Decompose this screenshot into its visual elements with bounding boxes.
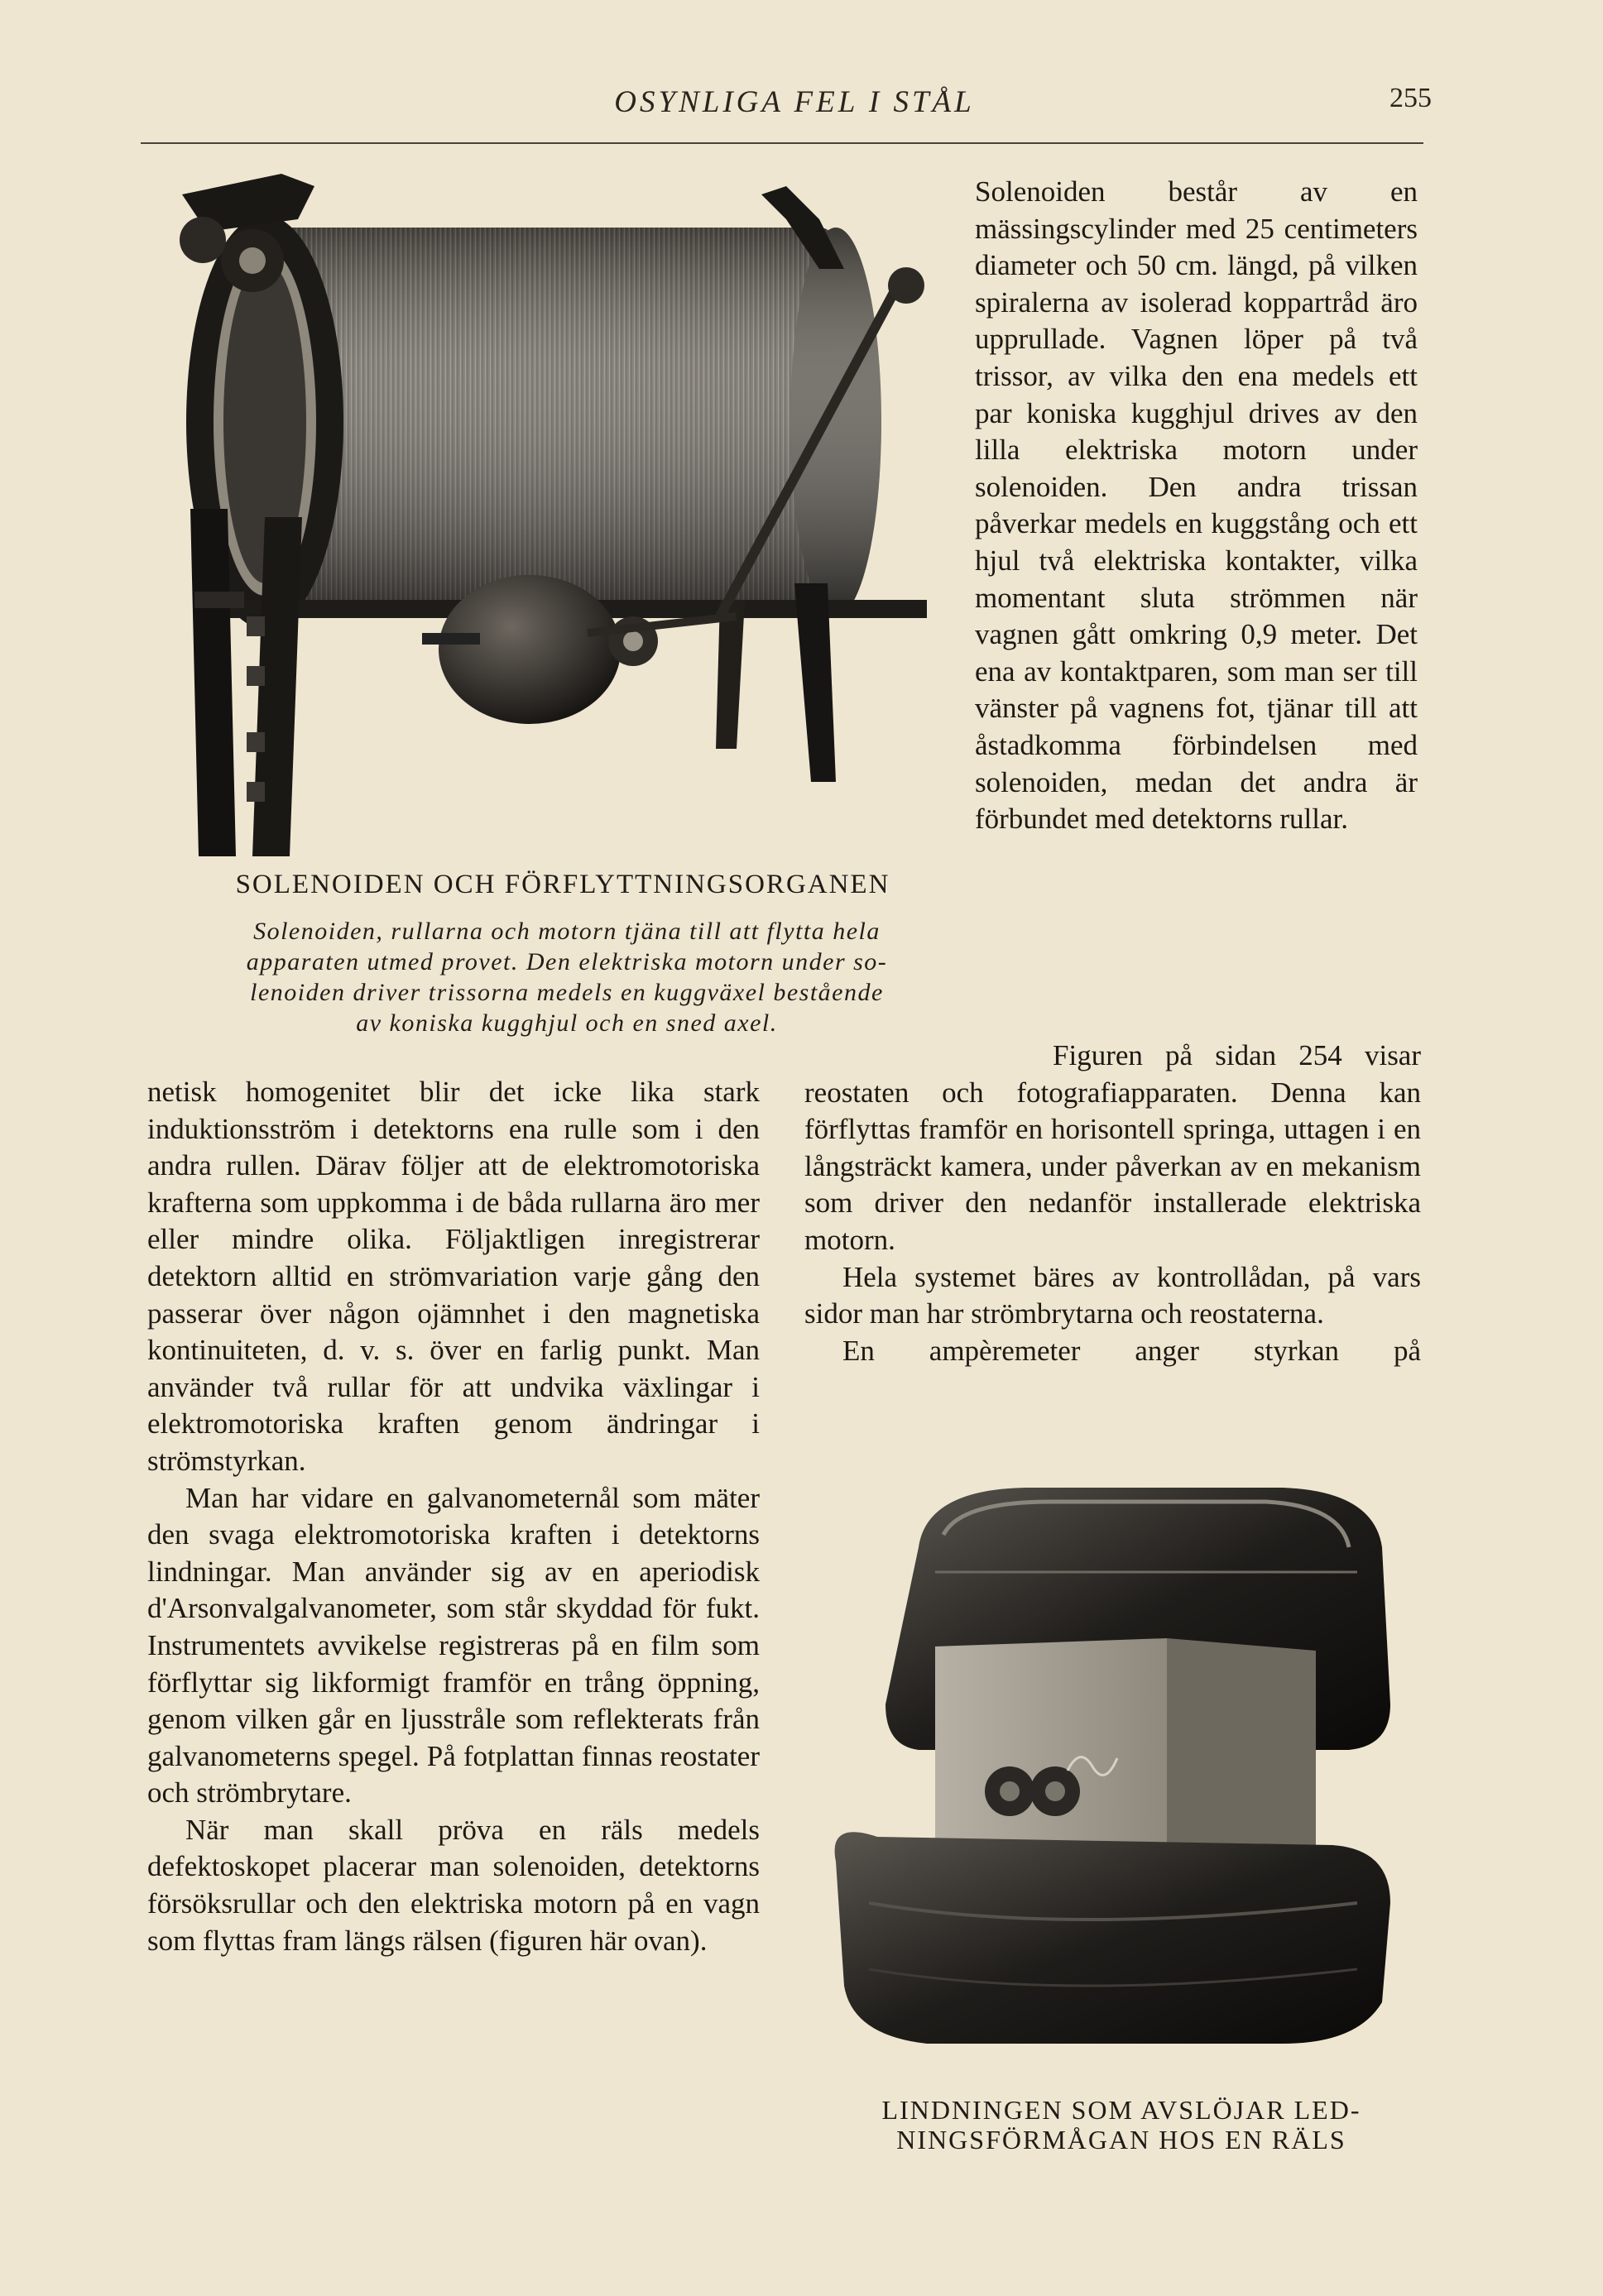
page-number: 255 — [1389, 83, 1432, 113]
header-rule — [141, 142, 1423, 144]
right-column-mid — [804, 1038, 1421, 1369]
rail-winding-illustration — [819, 1473, 1399, 2052]
caption-line: LINDNINGEN SOM AVSLÖJAR LED- — [881, 2095, 1361, 2125]
left-column — [147, 1074, 760, 1959]
paragraph: En ampèremeter anger styrkan på — [842, 1334, 1421, 1367]
caption-line: NINGSFÖRMÅGAN HOS EN RÄLS — [896, 2125, 1346, 2155]
caption-line: lenoiden driver trissorna medels en kuggväxel bestående — [250, 979, 884, 1006]
solenoid-illustration — [157, 170, 943, 873]
right-column-top — [975, 174, 1418, 838]
paragraph: Man har vidare en galvanometernål som mäter den svaga elektromotoriska kraften i detektorns lindningar. Man använder sig av en aperiodisk d'Arsonvalgalvanometer, som står skyddad för fukt. Instrumentets avvikelse registreras på en film som förflyttar sig likformigt framför en trång öppning, genom vilken går en ljusstråle som reflekterats från galvanometerns spegel. På fotplattan finnas reostater och strömbrytare. — [147, 1481, 760, 1809]
paragraph: Hela systemet bäres av kontrollådan, på vars sidor man har strömbrytarna och reostaterna. — [804, 1260, 1421, 1330]
paragraph: Solenoiden består av en mässingscylinder med 25 centimeters diameter och 50 cm. längd, på vilken spiralerna av isolerad koppartråd äro upprullade. Vagnen löper på två trissor, av vilka den ena medels ett par koniska kugghjul drives av den lilla elektriska motorn under solenoiden. Den andra trissan påverkar medels en kuggstång och ett hjul två elektriska kontakter, vilka momentant sluta strömmen när vagnen gått omkring 0,9 meter. Det ena av kontaktparen, som man ser till vänster på vagnens fot, tjänar till att åstadkomma förbindelsen med solenoiden, medan det andra är förbundet med detektorns rullar. — [975, 175, 1418, 836]
rail-winding-photo — [819, 1473, 1399, 2052]
solenoid-photo — [157, 170, 943, 873]
caption-line: av koniska kugghjul och en sned axel. — [356, 1009, 778, 1037]
paragraph: Figuren på sidan 254 visar reostaten och fotografiapparaten. Denna kan förflyttas framför en horisontell springa, uttagen i en långsträckt kamera, under påverkan av en mekanism som driver den nedanför installerade elektriska motorn. — [804, 1039, 1421, 1256]
caption-line: apparaten utmed provet. Den elektriska motorn under so- — [246, 948, 888, 975]
paragraph: netisk homogenitet blir det icke lika stark induktionsström i detektorns ena rulle som i den andra rullen. Därav följer att de elektromotoriska krafterna som uppkomma i de båda rullarna äro mer eller mindre olika. Följaktligen inregistrerar detektorn alltid en strömvariation varje gång den passerar över någon ojämnhet i den magnetiska kontinuiteten, d. v. s. över en farlig punkt. Man använder två rullar för att undvika växlingar i elektromotoriska kraften genom ändringar i strömstyrkan. — [147, 1076, 760, 1477]
paragraph: När man skall pröva en räls medels defektoskopet placerar man solenoiden, detektorns försöksrullar och den elektriska motorn på en vagn som flyttas fram längs rälsen (figuren här ovan). — [147, 1813, 760, 1957]
running-header: OSYNLIGA FEL I STÅL — [614, 85, 975, 119]
figure-top-title: SOLENOIDEN OCH FÖRFLYTTNINGSORGANEN — [235, 870, 890, 899]
caption-line: Solenoiden, rullarna och motorn tjäna till att flytta hela — [253, 918, 881, 945]
